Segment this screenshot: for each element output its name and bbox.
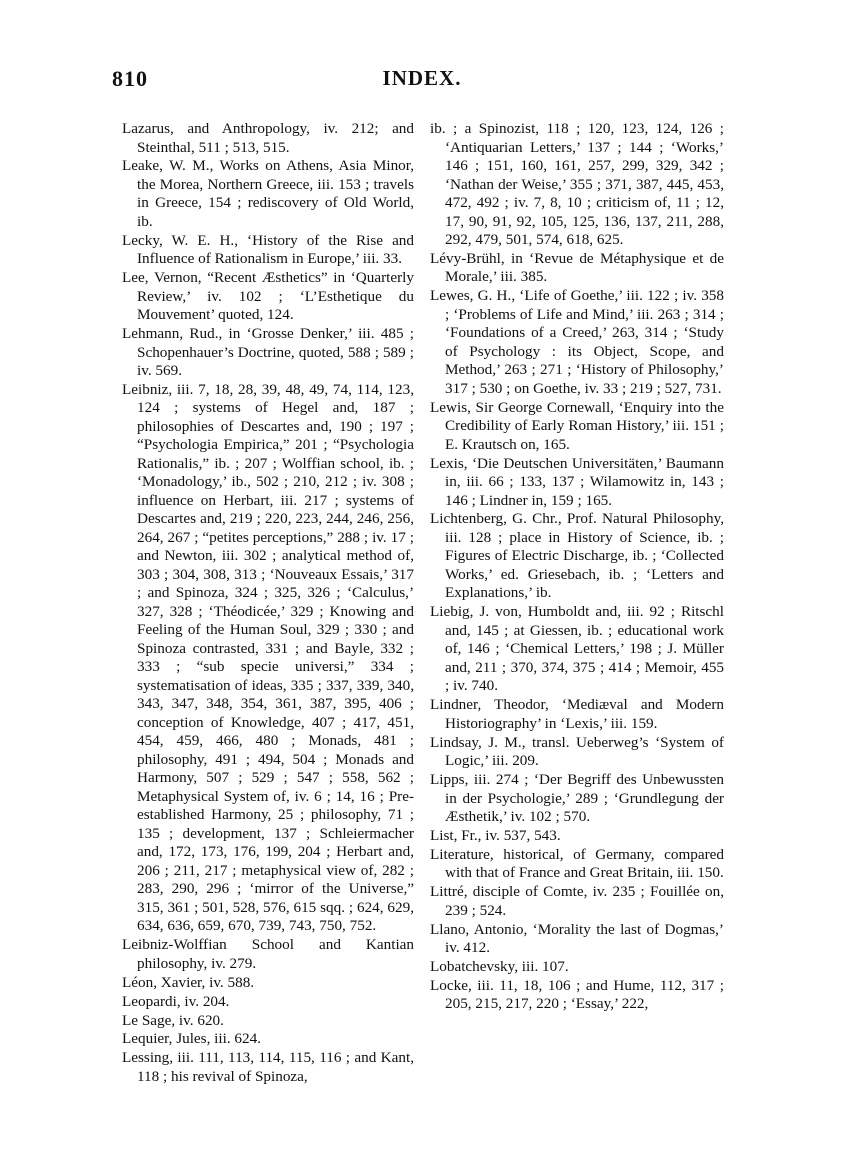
index-entry: Llano, Antonio, ‘Morality the last of Dogmas,’ iv. 412. — [430, 920, 724, 957]
index-entry: Lobatchevsky, iii. 107. — [430, 957, 569, 975]
running-title: INDEX. — [382, 66, 462, 90]
index-entry: Leibniz, iii. 7, 18, 28, 39, 48, 49, 74, 114, 123, 124 ; systems of Hegel and, 187 ; philosophies of Descartes and, 190 ; 197 ; “Psychologia Empirica,” 201 ; “Psychologia Rationalis,” ib. ; 207 ; Wolffian school, ib. ; ‘Monadology,’ ib., 502 ; 210, 212 ; iv. 308 ; influence on Herbart, iii. 217 ; systems of Descartes and, 219 ; 220, 223, 244, 246, 256, 264, 267 ; “petites perceptions,” 288 ; iv. 17 ; and Newton, iii. 302 ; analytical method of, 303 ; 304, 308, 313 ; ‘Nouveaux Essais,’ 317 ; and Spinoza, 324 ; 325, 326 ; ‘Calculus,’ 327, 328 ; ‘Théodicée,’ 329 ; Knowing and Feeling of the Human Soul, 329 ; 330 ; and Spinoza contrasted, 331 ; and Bayle, 332 ; 333 ; “sub specie universi,” 334 ; systematisation of ideas, 335 ; 337, 339, 340, 343, 347, 348, 354, 361, 387, 395, 406 ; conception of Knowledge, 407 ; 417, 451, 454, 459, 466, 480 ; Monads, 481 ; philosophy, 491 ; 494, 504 ; Monads and Harmony, 507 ; 529 ; 547 ; 558, 562 ; Metaphysical System of, iv. 6 ; 14, 16 ; Pre-established Harmony, 25 ; philosophy, 71 ; 135 ; development, 137 ; Schleiermacher and, 172, 173, 176, 199, 204 ; Herbart and, 206 ; 211, 217 ; metaphysical view of, 282 ; 283, 290, 296 ; ‘mirror of the Universe,” 315, 361 ; 501, 528, 576, 615 sqq. ; 624, 629, 634, 636, 659, 670, 739, 743, 750, 752. — [122, 380, 414, 935]
index-entry: Lichtenberg, G. Chr., Prof. Natural Philosophy, iii. 128 ; place in History of Science, ib. ; Figures of Electric Discharge, ib. ; ‘Collected Works,’ ed. Griesebach, ib. ; ‘Letters and Explanations,’ ib. — [430, 510, 724, 602]
index-entry: Léon, Xavier, iv. 588. — [122, 973, 255, 991]
index-entry: Lewis, Sir George Cornewall, ‘Enquiry into the Credibility of Early Roman History,’ iii. 151 ; E. Krautsch on, 165. — [430, 398, 724, 453]
index-column-left — [122, 120, 414, 1087]
index-entry: Littré, disciple of Comte, iv. 235 ; Fouillée on, 239 ; 524. — [430, 883, 724, 919]
index-entry: Lipps, iii. 274 ; ‘Der Begriff des Unbewussten in der Psychologie,’ 289 ; ‘Grundlegung der Æsthetik,’ iv. 102 ; 570. — [430, 771, 724, 826]
index-entry: Leopardi, iv. 204. — [122, 992, 230, 1010]
index-entry: Lehmann, Rud., in ‘Grosse Denker,’ iii. 485 ; Schopenhauer’s Doctrine, quoted, 588 ; 589 ; iv. 569. — [122, 325, 414, 380]
index-entry: List, Fr., iv. 537, 543. — [430, 826, 561, 844]
page-number: 810 — [112, 66, 148, 91]
index-entry: Lexis, ‘Die Deutschen Universitäten,’ Baumann in, iii. 66 ; 133, 137 ; Wilamowitz in, 143 ; 146 ; Lindner in, 159 ; 165. — [430, 454, 724, 509]
index-entry: Locke, iii. 11, 18, 106 ; and Hume, 112, 317 ; 205, 215, 217, 220 ; ‘Essay,’ 222, — [430, 976, 724, 1013]
index-entry: Le Sage, iv. 620. — [122, 1011, 224, 1029]
index-column-right — [430, 120, 724, 1014]
index-entry: ib. ; a Spinozist, 118 ; 120, 123, 124, 126 ; ‘Antiquarian Letters,’ 137 ; 144 ; ‘Works,’ 146 ; 151, 160, 161, 257, 299, 329, 342 ; ‘Nathan der Weise,’ 355 ; 371, 387, 445, 453, 472, 492 ; iv. 7, 8, 10 ; criticism of, 11 ; 12, 17, 90, 91, 92, 105, 125, 136, 137, 211, 288, 292, 479, 501, 574, 618, 625. — [430, 120, 724, 248]
index-entry: Lewes, G. H., ‘Life of Goethe,’ iii. 122 ; iv. 358 ; ‘Problems of Life and Mind,’ iii. 263 ; 314 ; ‘Foundations of a Creed,’ 263, 314 ; ‘Study of Psychology : its Object, Scope, and Method,’ 263 ; 271 ; ‘History of Philosophy,’ 317 ; 530 ; on Goethe, iv. 33 ; 219 ; 527, 731. — [430, 287, 724, 397]
index-entry: Lévy-Brühl, in ‘Revue de Métaphysique et de Morale,’ iii. 385. — [430, 249, 724, 286]
index-entry: Lessing, iii. 111, 113, 114, 115, 116 ; and Kant, 118 ; his revival of Spinoza, — [122, 1049, 414, 1085]
index-entry: Literature, historical, of Germany, compared with that of France and Great Britain, iii. 150. — [430, 845, 724, 882]
index-entry: Lazarus, and Anthropology, iv. 212; and Steinthal, 511 ; 513, 515. — [122, 120, 414, 156]
index-entry: Liebig, J. von, Humboldt and, iii. 92 ; Ritschl and, 145 ; at Giessen, ib. ; educational work of, 146 ; ‘Chemical Letters,’ 198 ; J. Müller and, 211 ; 370, 374, 375 ; 414 ; Memoir, 455 ; iv. 740. — [430, 603, 724, 695]
index-entry: Lee, Vernon, “Recent Æsthetics” in ‘Quarterly Review,’ iv. 102 ; ‘L’Esthetique du Mouvement’ quoted, 124. — [122, 269, 414, 324]
page-header — [112, 66, 732, 96]
index-entry: Leake, W. M., Works on Athens, Asia Minor, the Morea, Northern Greece, iii. 153 ; travels in Greece, 154 ; rediscovery of Old World, ib. — [122, 157, 414, 230]
index-entry: Lequier, Jules, iii. 624. — [122, 1030, 262, 1048]
index-entry: Lecky, W. E. H., ‘History of the Rise and Influence of Rationalism in Europe,’ iii. 33. — [122, 231, 414, 268]
index-entry: Lindner, Theodor, ‘Mediæval and Modern Historiography’ in ‘Lexis,’ iii. 159. — [430, 696, 724, 732]
index-entry: Lindsay, J. M., transl. Ueberweg’s ‘System of Logic,’ iii. 209. — [430, 733, 724, 770]
index-entry: Leibniz-Wolffian School and Kantian philosophy, iv. 279. — [122, 936, 414, 972]
